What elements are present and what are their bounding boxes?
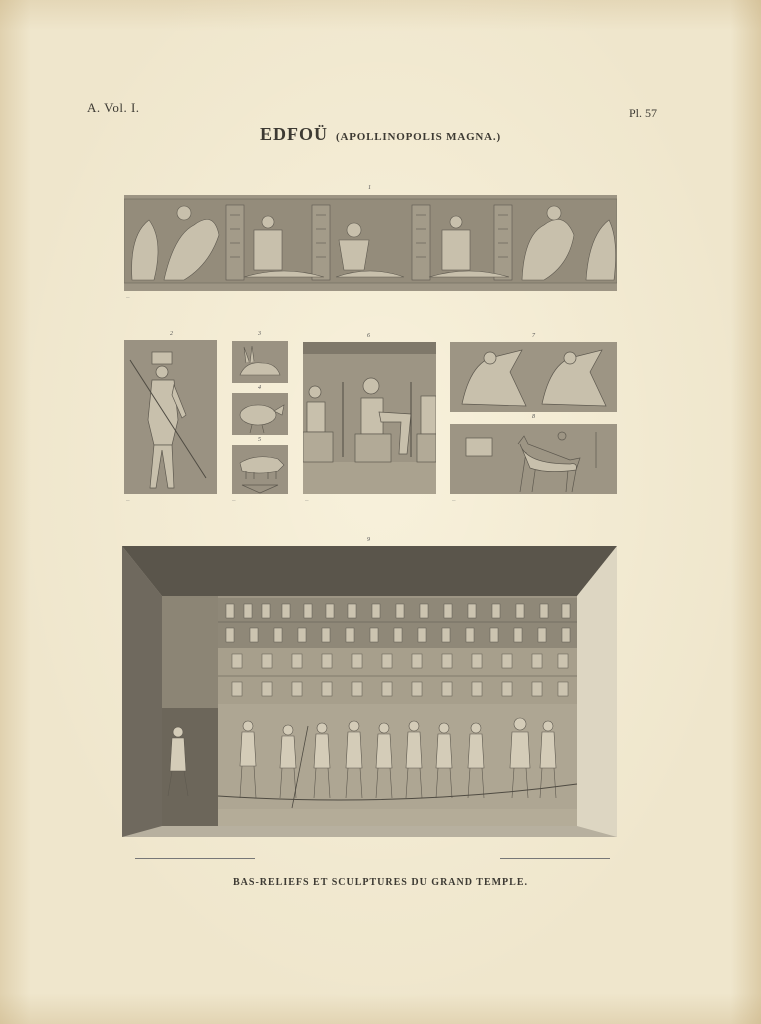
figure-2-king-with-spear bbox=[124, 340, 217, 494]
winged-falcons-drawing bbox=[450, 342, 617, 412]
hare-relief-drawing bbox=[232, 341, 288, 383]
scale-bar-left-line bbox=[135, 858, 255, 859]
figure-number-8: 8 bbox=[532, 414, 535, 420]
gazelle-relief-drawing bbox=[450, 424, 617, 494]
figure-4-bird bbox=[232, 393, 288, 435]
figure-number-6: 6 bbox=[367, 333, 370, 339]
frieze-relief-drawing bbox=[124, 195, 617, 291]
title-subtitle: (APOLLINOPOLIS MAGNA.) bbox=[336, 131, 501, 143]
figure-number-7: 7 bbox=[532, 333, 535, 339]
seated-deities-drawing bbox=[303, 342, 436, 494]
volume-label: A. Vol. I. bbox=[87, 100, 140, 115]
figure-3-hare bbox=[232, 341, 288, 383]
bird-relief-drawing bbox=[232, 393, 288, 435]
credit-mark-3: — bbox=[232, 497, 236, 502]
credit-mark-1: — bbox=[126, 294, 130, 299]
scale-bar-right bbox=[500, 852, 620, 862]
figure-6-seated-deities bbox=[303, 342, 436, 494]
figure-1-frieze bbox=[124, 195, 617, 291]
figure-number-2: 2 bbox=[170, 331, 173, 337]
figure-number-5: 5 bbox=[258, 437, 261, 443]
plate-number: Pl. 57 bbox=[628, 106, 657, 120]
figure-number-9: 9 bbox=[367, 537, 370, 543]
credit-mark-5: — bbox=[452, 497, 456, 502]
figure-8-gazelle bbox=[450, 424, 617, 494]
plate-caption: BAS-RELIEFS ET SCULPTURES DU GRAND TEMPLE. bbox=[232, 877, 529, 888]
figure-7-winged-falcons bbox=[450, 342, 617, 412]
figure-5-animal bbox=[232, 445, 288, 494]
figure-number-4: 4 bbox=[258, 385, 261, 391]
king-relief-drawing bbox=[124, 340, 217, 494]
figure-number-3: 3 bbox=[258, 331, 261, 337]
title-main: EDFOÜ bbox=[260, 124, 329, 144]
credit-mark-2: — bbox=[126, 497, 130, 502]
figure-number-1: 1 bbox=[368, 185, 371, 191]
credit-mark-4: — bbox=[305, 497, 309, 502]
figure-9-temple-wall-procession bbox=[122, 546, 617, 837]
temple-wall-drawing bbox=[122, 546, 617, 837]
scale-bar-left bbox=[135, 852, 265, 862]
plate-title bbox=[0, 124, 761, 145]
scale-bar-right-line bbox=[500, 858, 610, 859]
animal-relief-drawing bbox=[232, 445, 288, 494]
